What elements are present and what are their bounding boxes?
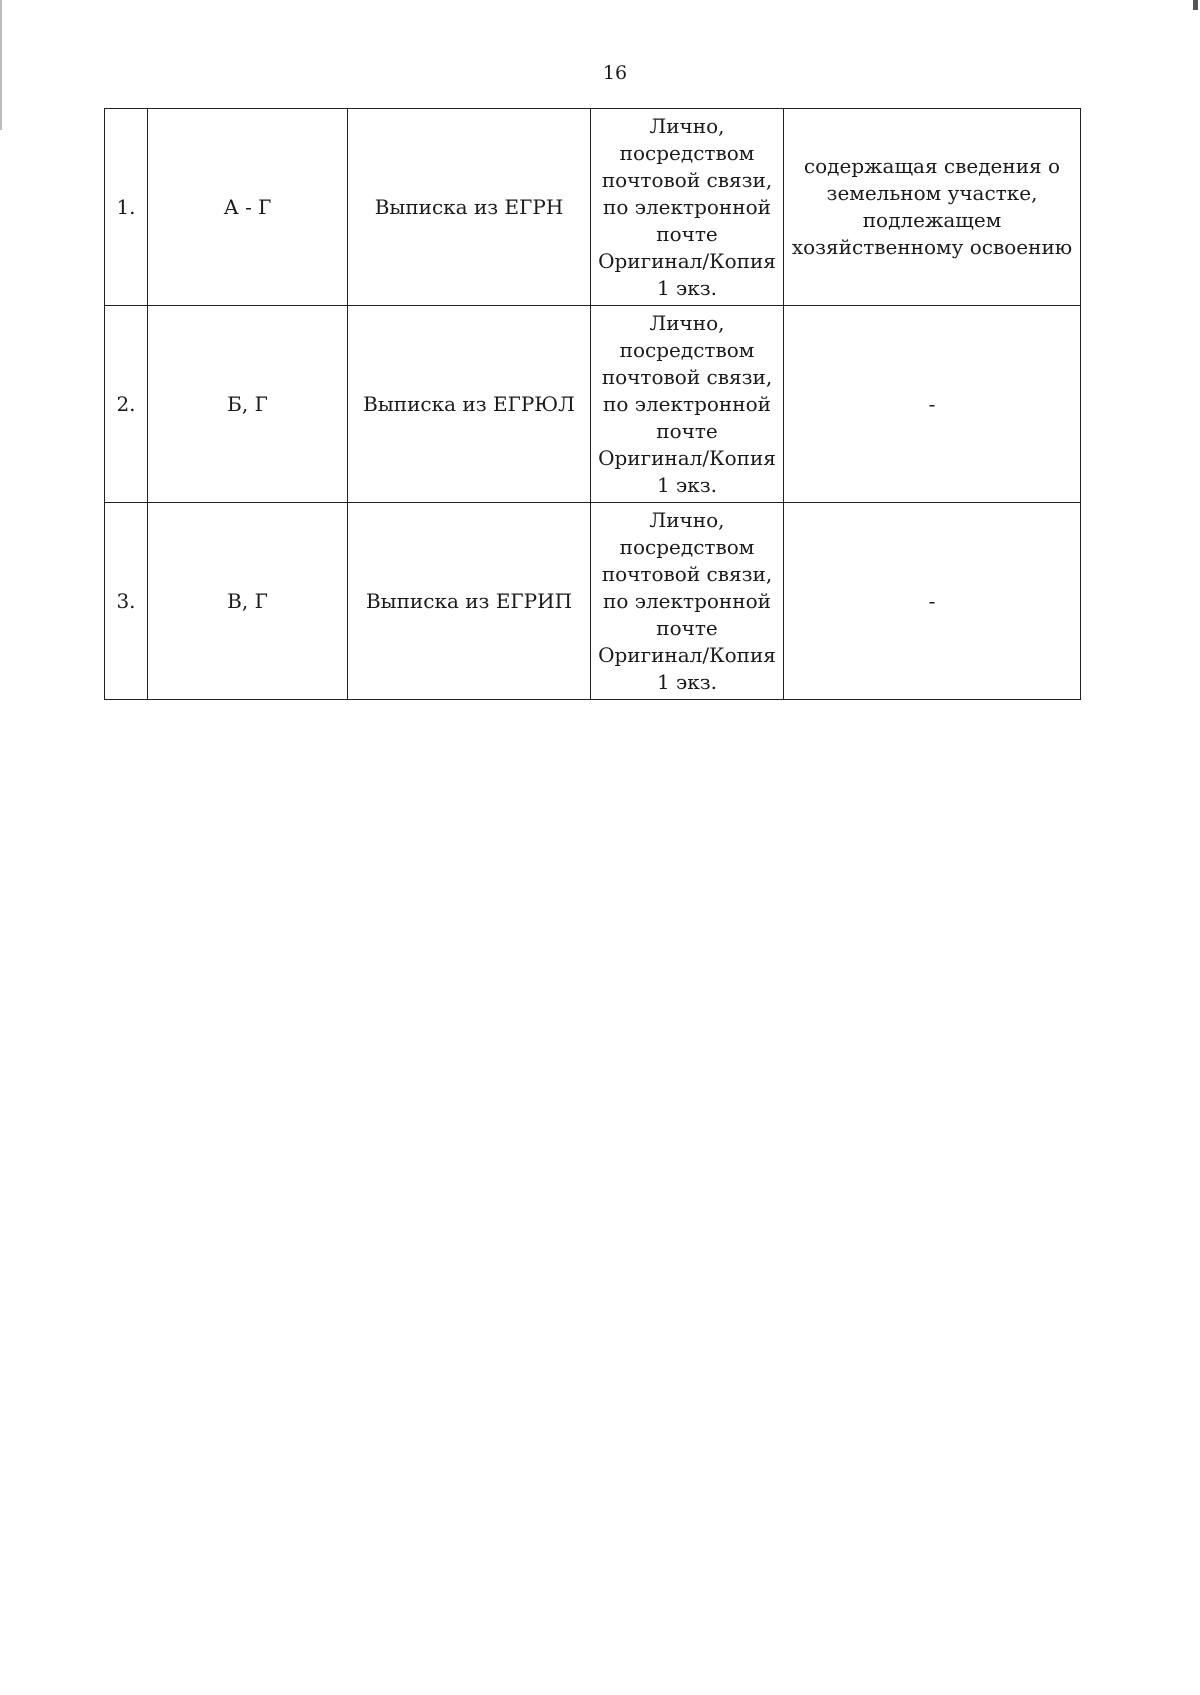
method-line: 1 экз.	[656, 472, 718, 497]
method-line: по электронной	[603, 194, 771, 219]
row-number-cell: 1.	[105, 109, 148, 306]
category-cell: В, Г	[148, 503, 348, 700]
table-row	[105, 306, 1081, 503]
method-line: Лично,	[649, 310, 725, 335]
scan-artifact	[0, 0, 2, 130]
documents-table	[104, 108, 1081, 700]
document-name-cell: Выписка из ЕГРИП	[348, 503, 591, 700]
document-name-cell: Выписка из ЕГРН	[348, 109, 591, 306]
submission-method-cell	[591, 109, 784, 306]
method-line: почтовой связи,	[601, 561, 773, 586]
method-line: Лично,	[649, 113, 725, 138]
method-line: почте	[656, 221, 718, 246]
method-line: посредством	[619, 534, 755, 559]
row-number-cell: 2.	[105, 306, 148, 503]
category-cell: А - Г	[148, 109, 348, 306]
page-number: 16	[602, 62, 628, 84]
method-line: 1 экз.	[656, 275, 718, 300]
method-line: посредством	[619, 337, 755, 362]
method-line: по электронной	[603, 391, 771, 416]
method-line: 1 экз.	[656, 669, 718, 694]
note-cell: -	[784, 306, 1081, 503]
note-cell: -	[784, 503, 1081, 700]
method-line: по электронной	[603, 588, 771, 613]
row-number-cell: 3.	[105, 503, 148, 700]
method-line: почтовой связи,	[601, 167, 773, 192]
method-line: посредством	[619, 140, 755, 165]
method-line: Оригинал/Копия	[598, 248, 776, 273]
scan-artifact	[1193, 0, 1198, 10]
document-name-cell: Выписка из ЕГРЮЛ	[348, 306, 591, 503]
method-line: Лично,	[649, 507, 725, 532]
category-cell: Б, Г	[148, 306, 348, 503]
method-line: почте	[656, 418, 718, 443]
method-line: Оригинал/Копия	[598, 642, 776, 667]
submission-method-cell	[591, 503, 784, 700]
table-row	[105, 503, 1081, 700]
table-row	[105, 109, 1081, 306]
method-line: почтовой связи,	[601, 364, 773, 389]
method-line: Оригинал/Копия	[598, 445, 776, 470]
submission-method-cell	[591, 306, 784, 503]
note-cell: содержащая сведения о земельном участке, подлежащем хозяйственному освоению	[784, 109, 1081, 306]
method-line: почте	[656, 615, 718, 640]
